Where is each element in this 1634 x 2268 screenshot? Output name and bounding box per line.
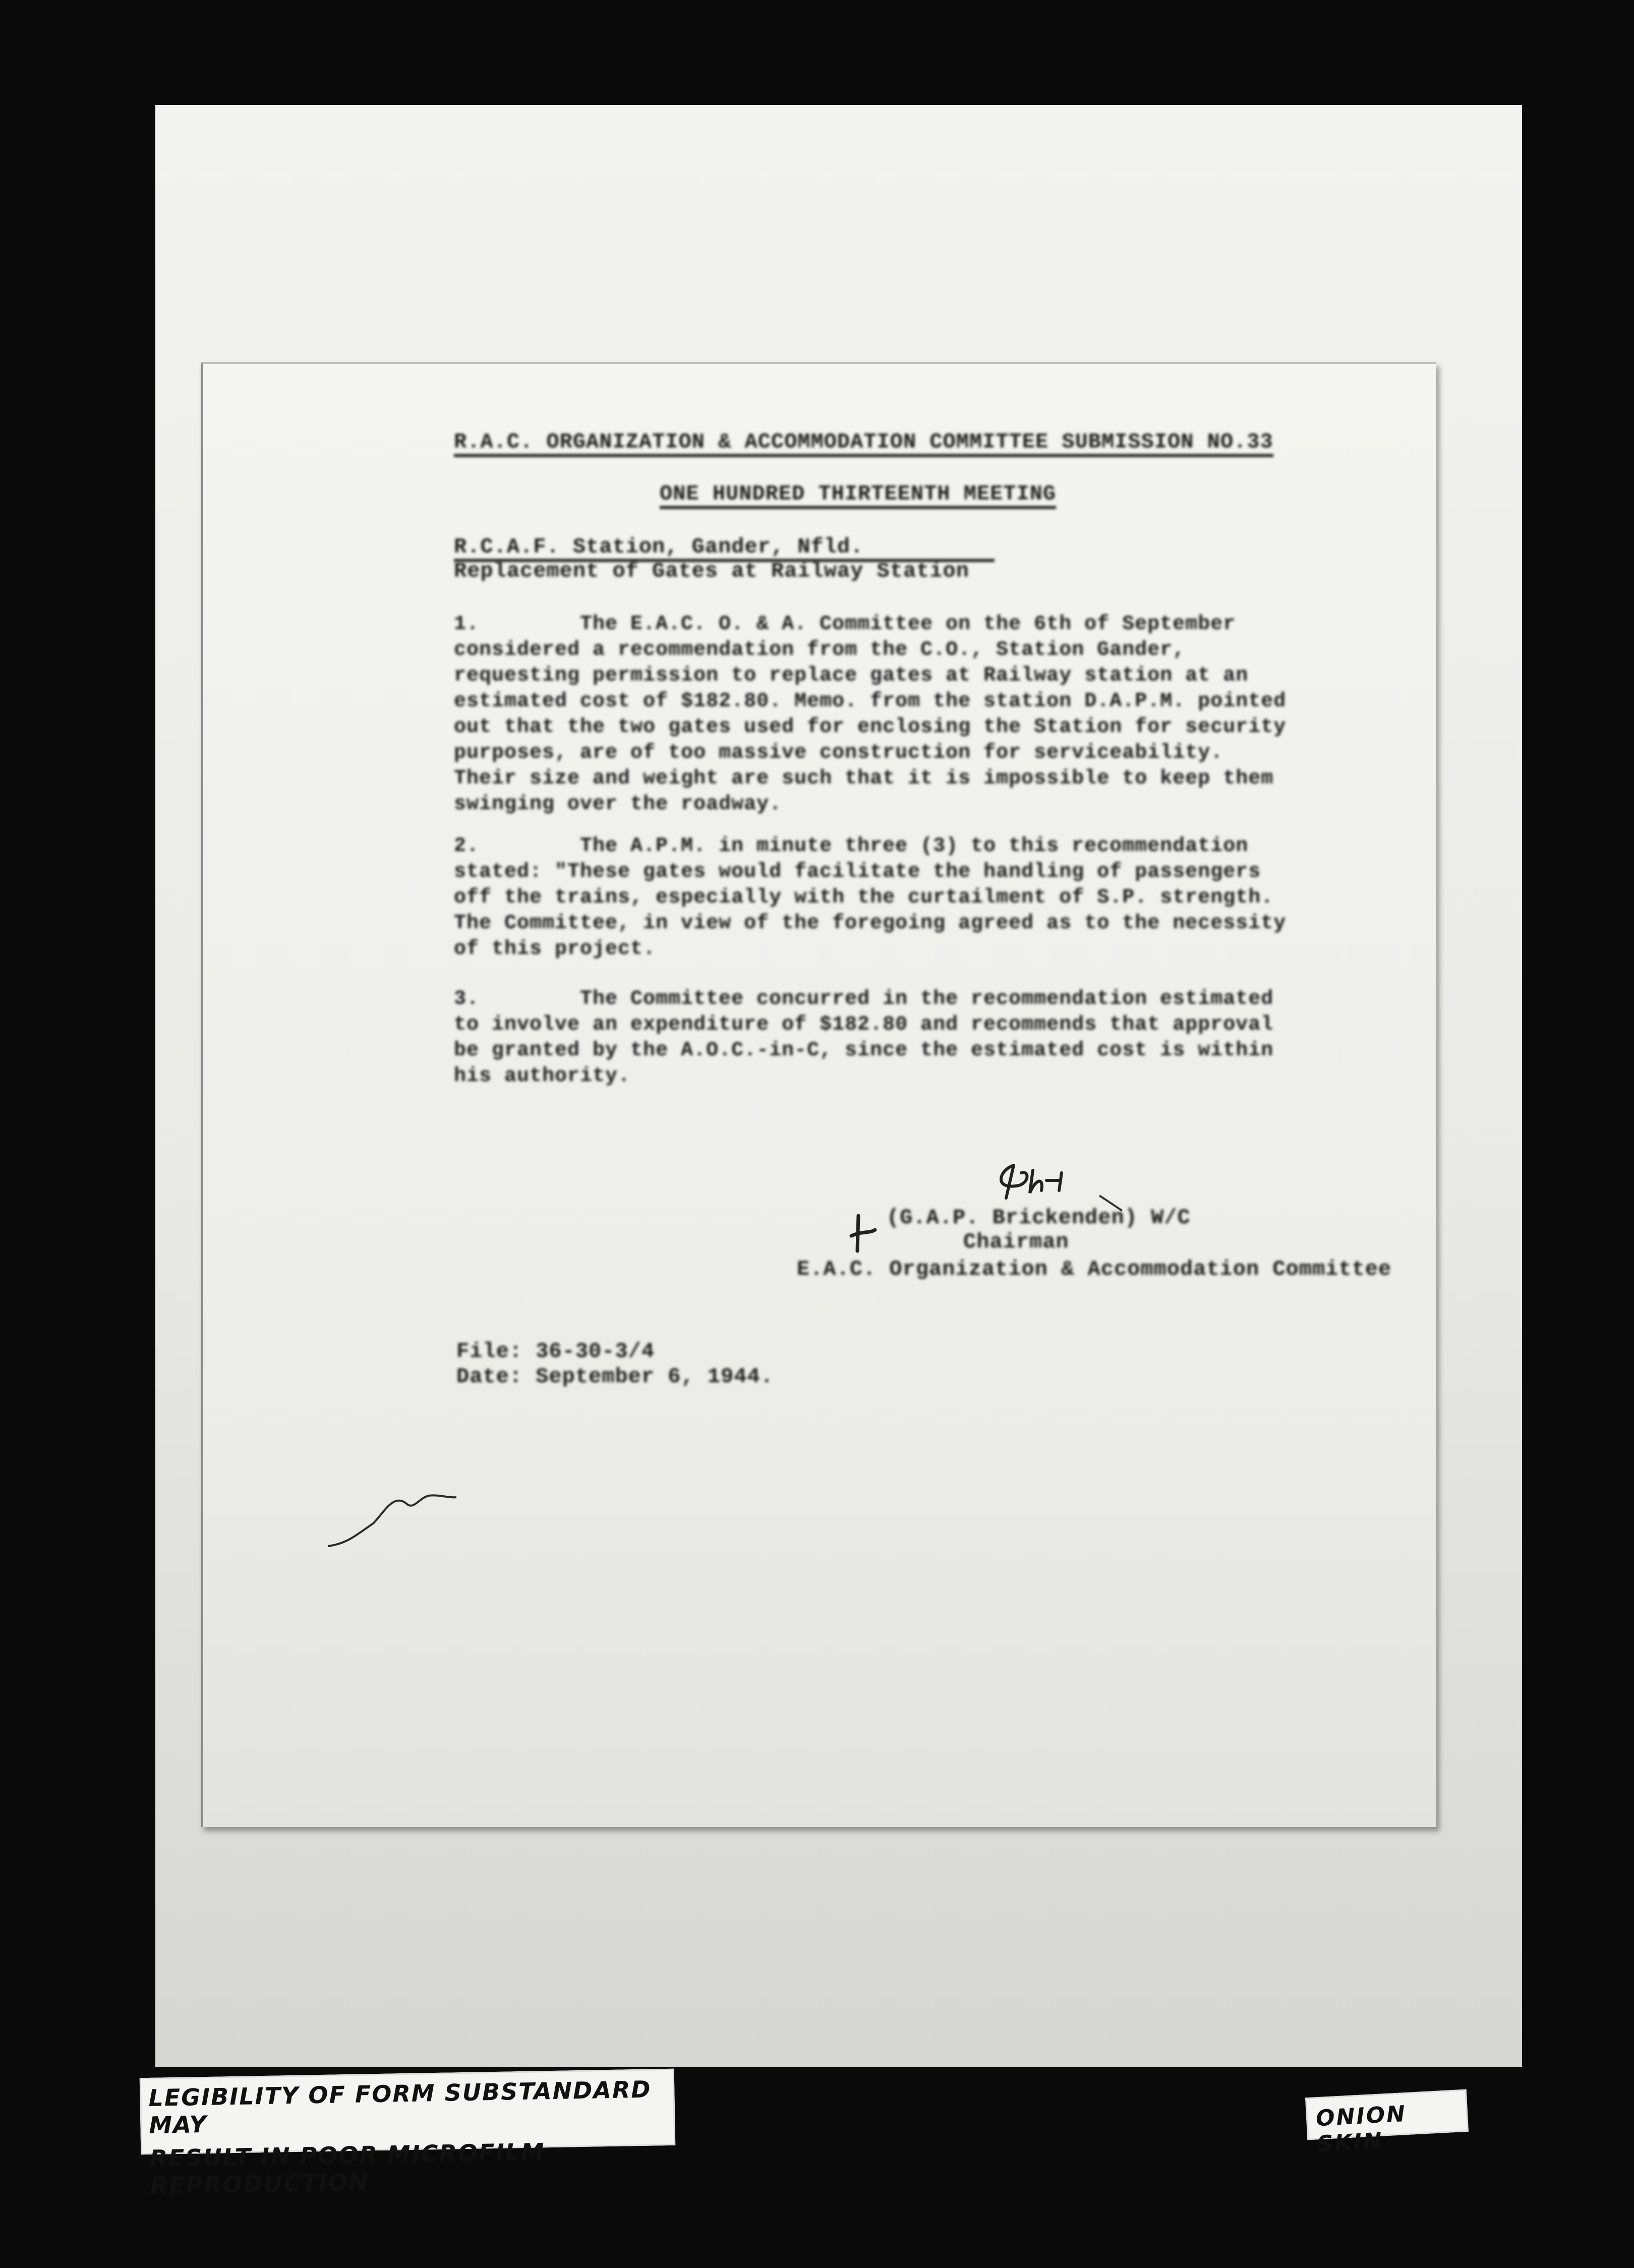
station-heading: R.C.A.F. Station, Gander, Nfld.: [454, 535, 995, 562]
pen-mark: [323, 1483, 464, 1554]
document-date: Date: September 6, 1944.: [456, 1365, 774, 1389]
signatory-org: E.A.C. Organization & Accommodation Committee: [797, 1257, 1392, 1281]
header-title: R.A.C. ORGANIZATION & ACCOMMODATION COMMITTEE SUBMISSION NO.33: [454, 430, 1273, 457]
paragraph-2: The A.P.M. in minute three (3) to this recommendation stated: "These gates would facilitate the handling of passengers off the trains, especially with the curtailment of S.P. strength. The Committee, in view of the foregoing agreed as to the necessity of this project.: [454, 835, 1287, 960]
paragraph-number: 1.: [454, 613, 480, 636]
paragraph-number: 2.: [454, 835, 480, 858]
legibility-warning-label: [140, 2069, 675, 2199]
onion-skin-text: ONION SKIN: [1315, 2101, 1408, 2158]
signatory-title: Chairman: [963, 1230, 1069, 1254]
paragraph-number: 3.: [454, 988, 480, 1010]
file-reference: File: 36-30-3/4: [456, 1339, 655, 1364]
paragraph-3: The Committee concurred in the recommendation estimated to involve an expenditure of $182.80 and recommends that approval be granted by the A.O.C.-in-C, since the estimated cost is within his authority.: [454, 988, 1274, 1088]
subject-heading: Replacement of Gates at Railway Station: [454, 559, 969, 583]
paragraph-1: The E.A.C. O. & A. Committee on the 6th of September considered a recommendation from the C.O., Station Gander, requesting permission to replace gates at Railway station at an estimated cost of $182.80. Memo. from the station D.A.P.M. pointed out that the two gates used for enclosing the Station for security purposes, are of too massive construction for serviceability. Their size and weight are such that it is impossible to keep them swinging over the roadway.: [454, 613, 1287, 816]
onion-skin-label: [1305, 2089, 1469, 2158]
meeting-title: ONE HUNDRED THIRTEENTH MEETING: [660, 482, 1056, 509]
legibility-line-1: LEGIBILITY OF FORM SUBSTANDARD MAY: [148, 2075, 652, 2139]
signatory-name: (G.A.P. Brickenden) W/C: [887, 1206, 1191, 1230]
legibility-line-2: RESULT IN POOR MICROFILM REPRODUCTION: [149, 2138, 546, 2199]
